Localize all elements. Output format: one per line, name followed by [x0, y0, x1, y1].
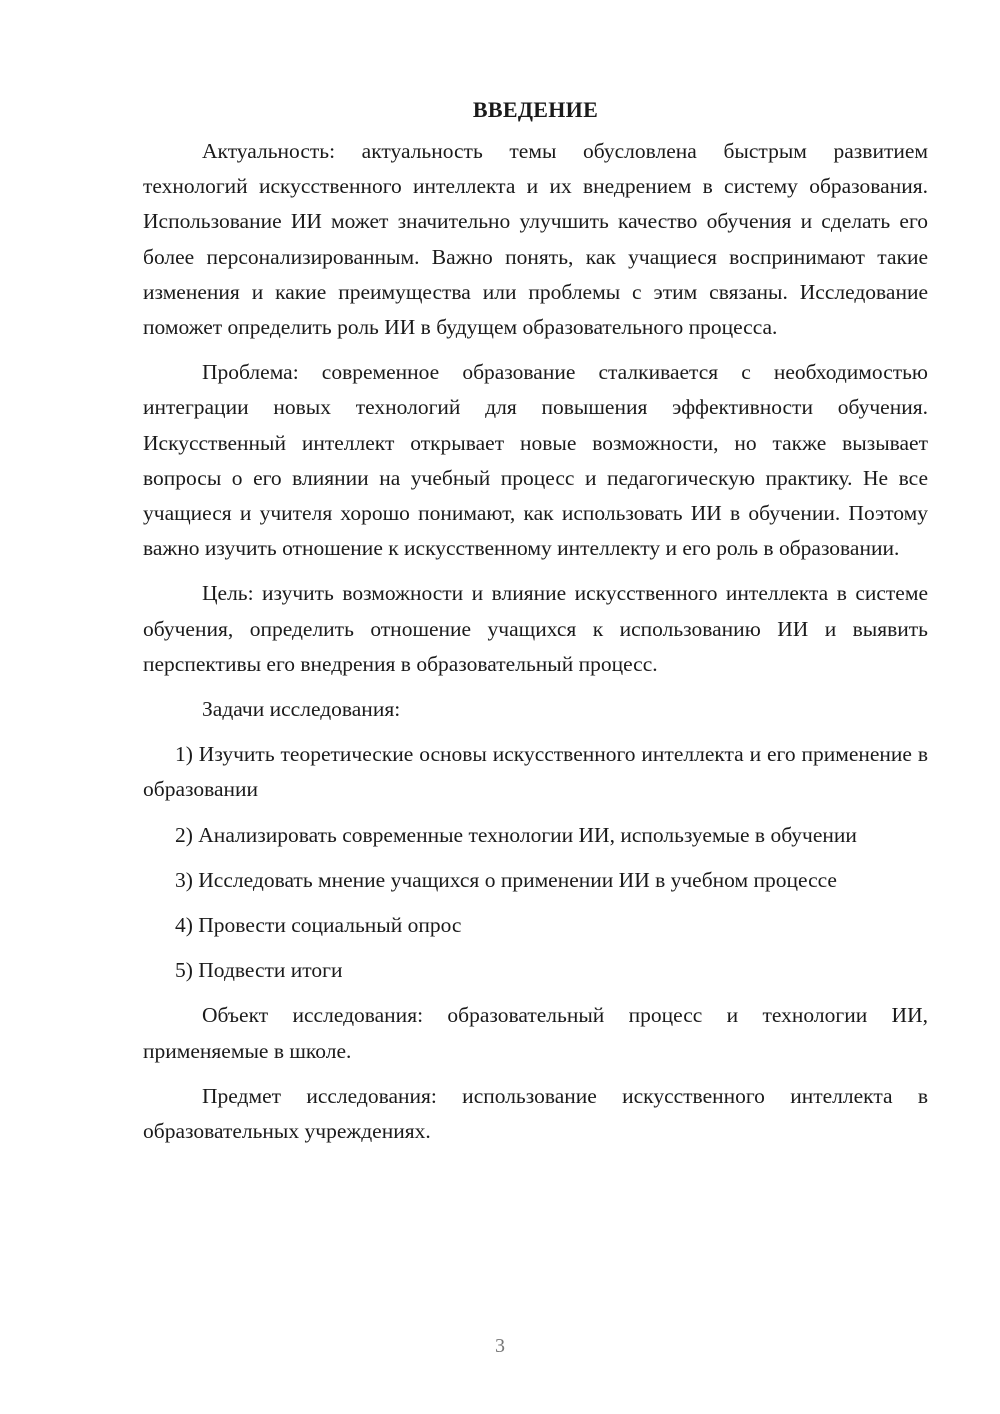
- task-item-4: 4) Провести социальный опрос: [175, 913, 462, 938]
- page-title: ВВЕДЕНИЕ: [472, 97, 599, 122]
- paragraph-subject: Предмет исследования: использование искусственного интеллекта в образовательных учреждениях.: [143, 1083, 928, 1144]
- paragraph-object: Объект исследования: образовательный процесс и технологии ИИ, применяемые в школе.: [143, 1003, 928, 1063]
- task-item-1: 1) Изучить теоретические основы искусственного интеллекта и его применение в образовании: [143, 742, 928, 802]
- paragraph-problem: Проблема: современное образование сталкивается с необходимостью интеграции новых технологий для повышения эффективности обучения. Искусственный интеллект открывает новые возможности, но также вызывает вопросы о его влиянии на учебный процесс и педагогическую практику. Не все учащиеся и учителя хорошо понимают, как использовать ИИ в обучении. Поэтому важно изучить отношение к искусственному интеллекту и его роль в образовании.: [143, 360, 928, 561]
- task-item-2: 2) Анализировать современные технологии ИИ, используемые в обучении: [175, 822, 857, 847]
- paragraph-relevance: Актуальность: актуальность темы обусловлена быстрым развитием технологий искусственного интеллекта и их внедрением в систему образования. Использование ИИ может значительно улучшить качество обучения и сделать его более персонализированным. Важно понять, как учащиеся воспринимают такие изменения и какие преимущества или проблемы с этим связаны. Исследование поможет определить роль ИИ в будущем образовательного процесса.: [143, 139, 928, 340]
- document-page: [143, 88, 928, 1159]
- page-number: 3: [495, 1335, 505, 1357]
- paragraph-goal: Цель: изучить возможности и влияние искусственного интеллекта в системе обучения, определить отношение учащихся к использованию ИИ и выявить перспективы его внедрения в образовательный процесс.: [143, 581, 928, 676]
- task-item-3: 3) Исследовать мнение учащихся о применении ИИ в учебном процессе: [175, 867, 837, 892]
- task-item-5: 5) Подвести итоги: [175, 958, 343, 983]
- tasks-heading: Задачи исследования:: [202, 697, 401, 722]
